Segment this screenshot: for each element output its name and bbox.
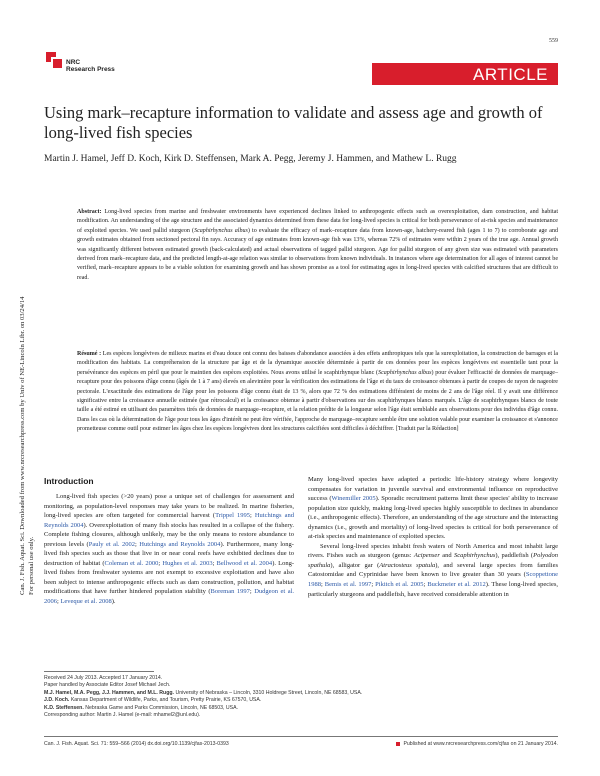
logo-line-2: Research Press (66, 66, 115, 73)
article-banner (372, 63, 558, 85)
article-banner-label: ARTICLE (473, 65, 548, 84)
paragraph-text: ). Long-lived fishes from freshwater systems are not exempt to excessive exploitation and have also been subject to intense anthropogenic effects such as dam construction, pollution, and habitat modifications that have further hindered population stability ( (44, 559, 294, 596)
resume-label: Résumé : (77, 351, 102, 357)
resume-text-b: ) pour évaluer l'efficacité de données de marquage–recapture pour des poissons d'âge connu (âgés de 1 à 7 ans) élevés en alevinière pour la vérification des estimations de l'âge et du taux de croissance obtenues à partir de coupes de rayon de nageoire pectorale. L'exactitude des estimations de l'âge pour les poissons d'âge connu était de 13 %, alors que 72 % des estimations différaient de moins de 2 ans de l'âge réel. Il y avait une différence significative entre la croissance annuelle estimée (par rétrocalcul) et la croissance obtenue à partir d'observations sur des scaphirhynques blancs marqués. L'âge de scaphirhynques blancs de toute taille a été estimé en utilisant des paramètres tirés de données de marquage–recapture, et la relation prédite de la longueur selon l'âge était semblable aux observations pour des individus d'âge connu. Dans les cas où la détermination de l'âge pour tous les âges d'intérêt ne peut être vérifiée, l'approche de marquage–recapture semble être une solution valable pour examiner la croissance et s'annonce prometteuse comme outil pour estimer les âges chez les espèces longévives dont les structures calcifiées sont difficiles à déchiffrer. [Traduit par la Rédaction] (77, 369, 559, 433)
paragraph (308, 542, 558, 599)
published-line: Published at www.nrcresearchpress.com/cjfas on 21 January 2014. (396, 741, 558, 747)
footer-divider (44, 736, 558, 737)
citation-link[interactable]: Pauly et al. 2002 (88, 540, 135, 548)
citation-link[interactable]: Coleman et al. 2000 (104, 559, 159, 567)
paragraph-text: ; (158, 559, 163, 567)
body-column-left (44, 492, 294, 607)
paragraph-text: Many long-lived species have adapted a periodic life-history strategy where longevity compensates for variation in juvenile survival and environmental influence on reproductive success ( (308, 476, 558, 503)
download-note: Can. J. Fish. Aquat. Sci. Downloaded from www.nrcresearchpress.com by Univ of NE-Lincoln Libr. on 03/24/14 (19, 296, 26, 595)
paragraph (308, 475, 558, 542)
logo-line-1: NRC (66, 59, 81, 66)
affiliation-2: J.D. Koch. Kansas Department of Wildlife, Parks, and Tourism, Pretty Prairie, KS 67570, USA. (44, 697, 262, 704)
abstract-label: Abstract: (77, 209, 102, 215)
paragraph-text: ), paddlefish ( (495, 552, 534, 560)
species-name: Scaphirhynchus (453, 552, 496, 560)
paragraph-text: ; (371, 581, 376, 589)
citation-link[interactable]: Bemis et al. 1997 (324, 581, 372, 589)
paragraph-text: ; (321, 581, 325, 589)
citation-link[interactable]: Trippel 1995 (215, 512, 250, 520)
introduction-heading: Introduction (44, 476, 94, 486)
paragraph-text: ). These long-lived species, particularly sturgeons and paddlefish, have received considerable attention in (308, 581, 559, 598)
paragraph-text: ). (111, 598, 116, 606)
personal-use-note: For personal use only. (27, 536, 35, 595)
paragraph-text: ; (212, 559, 217, 567)
paragraph-text: ). Overexploitation of many fish stocks has resulted in a collapse of the fishery. Complete fishing closures, although unlikely, may be the only means to restore abundance to previous levels ( (44, 521, 295, 548)
affiliation-1: M.J. Hamel, M.A. Pegg, J.J. Hammen, and M.L. Rugg. University of Nebraska – Lincoln, 3310 Holdrege Street, Lincoln, NE 68583, USA. (44, 689, 363, 696)
citation-link[interactable]: Hutchings and Reynolds 2004 (139, 540, 221, 548)
citation-link[interactable]: Hutchings and Reynolds 2004 (44, 512, 294, 529)
citation-link[interactable]: Bellwood et al. 2004 (216, 559, 273, 567)
article-title: Using mark–recapture information to validate and assess age and growth of long-lived fish species (44, 103, 543, 142)
affiliation-3: K.D. Steffensen. Nebraska Game and Parks Commission, Lincoln, NE 68503, USA. (44, 704, 239, 711)
download-watermark (3, 160, 33, 600)
species-name: Polyodon spathula (308, 552, 559, 569)
abstract (77, 208, 558, 283)
paragraph-text: ; (135, 540, 140, 548)
page-number: 559 (549, 38, 558, 44)
abstract-species: Scaphirhynchus albus (194, 227, 248, 234)
citation-link[interactable]: Boreman 1997 (210, 588, 250, 596)
paragraph-text: ). Sporadic recruitment patterns limit these species' ability to increase population size quickly, making long-lived species highly susceptible to declines in abundance (i.e., anthropogenic effects). Therefore, an understanding of the age structure and the interacting dynamics (i.e., growth and mortality) of long-lived species is critical for both perseverance of at-risk species and maintenance of exploited species. (308, 495, 558, 541)
paragraph-text: ; (423, 581, 428, 589)
footnote-divider (44, 671, 154, 672)
citation-link[interactable]: Leveque et al. 2008 (60, 598, 112, 606)
citation-link[interactable]: Pikitch et al. 2005 (375, 581, 424, 589)
species-name: Acipenser (413, 552, 440, 560)
citation-link[interactable]: Winemiller 2005 (331, 495, 376, 503)
paragraph-text: and (439, 552, 454, 560)
body-column-right (308, 475, 558, 599)
received-dates: Received 24 July 2013. Accepted 17 January 2014. (44, 675, 163, 681)
citation-link[interactable]: Hughes et al. 2003 (162, 559, 213, 567)
resume (77, 350, 558, 435)
paragraph-text: ; (57, 598, 61, 606)
handling-editor: Paper handled by Associate Editor Josef Michael Jech. (44, 682, 171, 689)
resume-text-a: Les espèces longévives de milieux marins et d'eau douce ont connu des baisses d'abondance associées à des effets anthropiques tels que la surexploitation, la construction de barrages et la modification des habitats. La compréhension de la structure par âge et de la dynamique associée déterminée à partir de ces données pour les espèces longévives est essentielle tant pour la persévérance des espèces en péril que pour le maintien des espèces exploitées. Nous avons utilisé le scaphirhynque blanc ( (77, 351, 559, 376)
citation-line: Can. J. Fish. Aquat. Sci. 71: 559–566 (2014) dx.doi.org/10.1139/cjfas-2013-0393 (44, 741, 229, 747)
paragraph-text: Long-lived fish species (>20 years) pose a unique set of challenges for assessment and monitoring, as population-level responses may take years to be realized. In marine fisheries, long-lived species are often targeted for commercial harvest ( (44, 493, 294, 520)
paragraph-text: ; (249, 588, 255, 596)
paragraph-text: ), and several large species from families Catostomidae and Cyprinidae have been known to live greater than 30 years ( (308, 561, 559, 579)
footnotes (44, 675, 384, 719)
citation-link[interactable]: Scoppettone 1988 (308, 571, 558, 589)
abstract-text-b: ) to evaluate the efficacy of mark–recapture data from known-age, hatchery-reared fish (ages 1 to 7) to corroborate age and growth estimates obtained from sectioned pectoral fin rays. Accuracy of age estimates from known-age fish was 13%, whereas 72% of estimates were within 2 years of the true age. Annual growth was significantly different between estimated growth (back-calculated) and actual observations of tagged pallid sturgeon. Age for pallid sturgeon of any given size was estimated with parameters derived from mark–recapture data, and the predicted length-at-age relation was similar to observations from known individuals. In instances where age determination for all ages of interest cannot be verified, mark–recapture appears to be a viable solution for examining growth and has shown promise as a tool for estimating ages in long-lived species with calcified structures that are difficult to read. (77, 227, 558, 281)
nrc-logo[interactable] (44, 50, 144, 90)
abstract-text-a: Long-lived species from marine and freshwater environments have experienced declines linked to anthropogenic effects such as overexploitation, dam construction, and habitat modification. An understanding of the age structure and the associated dynamics determined from these data for long-lived species is critical for both perseverance of at-risk species and maintenance of exploited species. We used pallid sturgeon ( (77, 209, 558, 234)
citation-link[interactable]: Dudgeon et al. 2006 (44, 588, 295, 606)
paragraph-text: Several long-lived species inhabit fresh waters of North America and most inhabit large rivers. Fishes such as sturgeon (genus: (308, 542, 558, 560)
corresponding-author: Corresponding author: Martin J. Hamel (e-mail: mhamel2@unl.edu). (44, 712, 201, 719)
author-list: Martin J. Hamel, Jeff D. Koch, Kirk D. Steffensen, Mark A. Pegg, Jeremy J. Hammen, and Mathew L. Rugg (44, 154, 457, 164)
nrc-square-icon (396, 742, 400, 746)
paragraph (44, 492, 294, 607)
resume-species: Scaphirhynchus albus (378, 369, 432, 376)
citation-link[interactable]: Buckmeier et al. 2012 (427, 581, 486, 589)
paragraph-text: ; (250, 512, 255, 520)
species-name: Atractosteus spatula (379, 561, 436, 569)
paragraph-text: ). Furthermore, many long-lived fish species such as those that live in or near coral reefs have exhibited declines due to destruction of habitat ( (44, 540, 294, 567)
nrc-logo-icon (44, 50, 64, 70)
paragraph-text: ), alligator gar ( (330, 561, 380, 569)
